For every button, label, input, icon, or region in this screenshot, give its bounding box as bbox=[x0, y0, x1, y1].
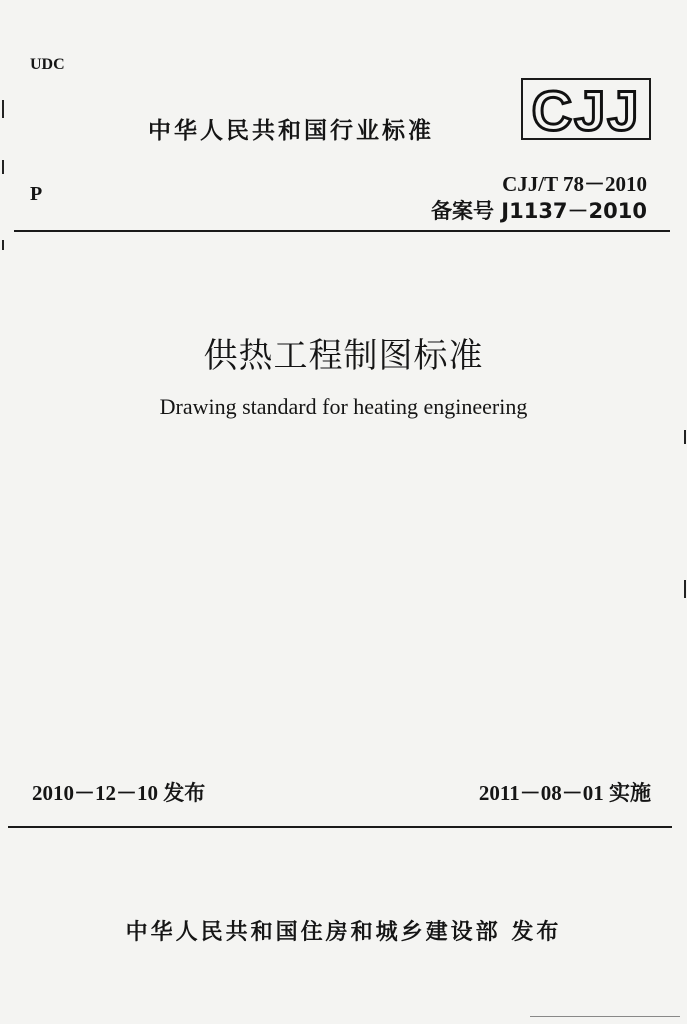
record-number: 备案号 J1137－2010 bbox=[430, 199, 647, 223]
scan-mark bbox=[684, 430, 686, 444]
scan-mark bbox=[2, 160, 4, 174]
issuing-authority: 中华人民共和国住房和城乡建设部 发布 bbox=[125, 920, 562, 945]
title-chinese: 供热工程制图标准 bbox=[203, 336, 484, 376]
logo-lettering: CJJ bbox=[531, 79, 641, 140]
top-divider bbox=[14, 230, 670, 232]
bottom-divider bbox=[8, 826, 672, 828]
scan-mark bbox=[684, 580, 686, 598]
udc-label: UDC bbox=[30, 56, 65, 73]
cjj-logo bbox=[521, 78, 651, 140]
standard-number: CJJ/T 78－2010 bbox=[502, 172, 647, 196]
scan-mark bbox=[2, 100, 4, 118]
scan-mark bbox=[530, 1016, 680, 1017]
standard-type-heading: 中华人民共和国行业标准 bbox=[148, 118, 434, 144]
implementation-date: 2011－08－01 实施 bbox=[478, 781, 651, 805]
scan-mark bbox=[2, 240, 4, 250]
issue-date: 2010－12－10 发布 bbox=[32, 781, 206, 805]
category-letter: P bbox=[30, 183, 43, 205]
title-english: Drawing standard for heating engineering bbox=[159, 394, 528, 419]
